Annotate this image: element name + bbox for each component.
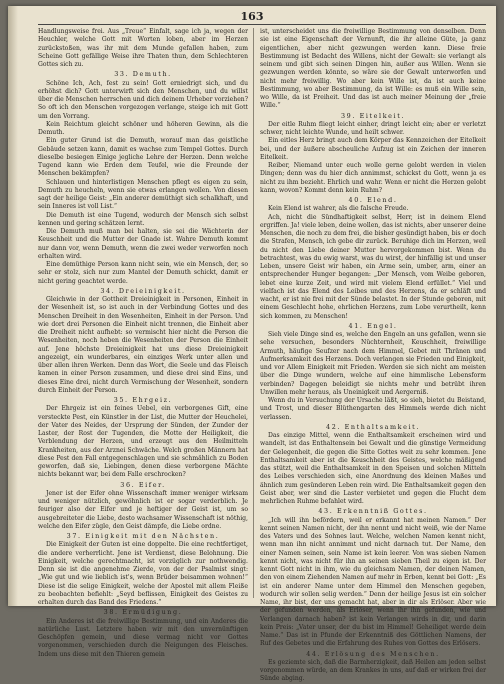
section-heading: 40. Elend. xyxy=(348,196,398,204)
section-heading: 34. Dreieinigkeit. xyxy=(100,286,186,295)
paragraph: Der Ehrgeiz ist ein feines Uebel, ein verborgenes Gift, eine versteckte Pest, ein Künstler in der List, die Mutter der Heuchelei, der Vater des Neides, der Ursprung der Sünden, der Zunder der Laster, der Rost der Tugenden, die Motte der Heiligkeit, die Verblendung der Herzen, und erzeugt aus den Heilmitteln Krankheiten, aus der Arznei Schwäche. Welch großen Männern hat diese Pest den Fall entgegenschlagen und sie schmählich zu Boden geworfen, daß sie, Liebingen, denen diese verborgene Mächte nichts bekannt war, bei dem Falle erschrocken? xyxy=(38,405,248,479)
paragraph: Es geziemte sich, daß die Barmherzigkeit, daß Heilen am jeden selbst vorgenommen würde, an dem Krankes in uns, auf daß er wirken frei der Sünde abging. xyxy=(260,658,486,683)
paragraph: Sieh viele Dinge sind es, welche den Engeln an uns gefallen, wenn sie sehe versuchen, besonders Nüchternheit, Keuschheit, freiwillige Armuth, häufige Seufzer nach dem Himmel, Gebet mit Thränen und Aufmerksamkeit des Herzens. Doch verlangen sie Frieden und Einigkeit, und vor Allem Einigkeit mit Frieden. Werden sie sich nicht am meisten über die Dinge wundern, welche auf eine himmlische Lebensform verbinden? Dagegen beleidigt sie nichts mehr und betrübt ihren Unwillen mehr heraus, als Uneinigkeit und Aergerniß. xyxy=(260,331,486,396)
paragraph: Die Demuth ist eine Tugend, wodurch der Mensch sich selbst kennen und gering schätzen lernt. xyxy=(38,211,248,227)
paragraph: Schlauen und hinterlistigen Menschen pflegt es eigen zu sein, Demuth zu heucheln, wenn sie etwas erlangen wollen. Von diesen sagt der heilige Geist: „Ein anderer demüthigt sich schalkhaft, und sein Inneres ist voll List.“ xyxy=(38,178,248,211)
paragraph: Reiber, Niemand unter euch wolle gerne gelobt werden in vielen Dingen; denn was du hier dich annimmst, schickst du Gott, wenn ja es nicht zu ihm bezieht. Ehrlich und wahr. Wenn er nicht die Herzen gelobt kann, wovon? Kommt denn kein Ruhm? xyxy=(260,162,486,194)
section-heading: 42. Enthaltsamkeit. xyxy=(326,422,420,431)
section-heading: 33. Demuth. xyxy=(114,70,172,79)
paragraph: Handlungsweise frei. Aus „Treue“ Einfalt, sage ich ja, wegen der Heuchler, welche Gott mit Worten loben, aber im Herzen zurückstoßen, was ihr mit dem Munde gefallen haben, zum Scheine Gott gefällige Weise ihre Thaten thun, dem Schlechteren Gottes sich zu. xyxy=(38,28,248,68)
header-rule xyxy=(38,24,486,25)
book-page xyxy=(8,6,496,683)
paragraph: „Ich will ihn befördern, weil er erkannt hat meinen Namen.“ Der kennt seinen Namen nicht, der ihn nennt und nicht weiß, wie der Name des Vaters und des Sohnes laut. Welche, welchen Namen kennt nicht, wenn man ihn nicht annimmt und nicht darnach tut. Der Name, den einer Namen seinen, sein Name ist kein leerer. Von was sieben Namen kennt nicht, was nicht für ihn an seinen sieben Theil zu eigen ist. Der kennt Gott nicht in ihm, wie du gleichsam Namen, der deinen Namen, den von einem Ziehenden Namen auf mehr in Erben, kennt bei Gott: „Es ist ein anderer Name unter dem Himmel den Menschen gegeben, wodurch wir sollen selig werden.“ Denn der heilige Jesus ist ein solcher Name, ihr bist, der uns gemacht hat, aber in dir als Erlöser. Aber wie der gefunden werden, als Erlöser, wenn ihr ihn gefunden, wie und Verlangen darnach haben? ist kein Verlangen wirds in dir, und darin kein Preis: „Vater unser, der du bist im Himmel! Geheiliget werde dein Name.“ Das ist in Pfunde der Erkenntniß des Göttlichen Namens, der Ruf des Gebetes und die Erfahrung des Ruhes von Gottes des Erlösers. xyxy=(260,516,486,648)
paragraph: Der eitle Ruhm fliegt leicht einher, dringt leicht ein; aber er verletzt schwer, nicht leichte Wunde, und heilt schwer. xyxy=(260,120,486,136)
page-spine-shadow xyxy=(8,6,18,606)
section-heading: 36. Eifer. xyxy=(120,480,166,489)
paragraph: Das einzige Mittel, wenn die Enthaltsamkeit erscheinen wird und wandelt, ist das Enthaltensein bei Gewalt und die günstige Vermeidung der Gelegenheit, die gegen die Sitte Gottes weit zu sehr kommen. Jene Enthaltsamkeit aber ist die Keuschheit des Geistes, welche mäßigend das stützt, weil die Enthaltsamkeit in den Speisen und solchen Mitteln des Leibes verschieden sich, eine Anordnung des kleinen Maßes und ähnlich zum gesünderen Leben rein wird. Die Enthaltsamkeit gegen den Geist aber, wer sind die Laster verbietet und gegen die Flucht dem mehrlichen Ruhme befahlet wird. xyxy=(260,432,486,505)
left-column xyxy=(38,28,248,658)
paragraph: Schöne Ich, Ach, fest zu sein! Gott erniedrigt sich, und du erhöhst dich? Gott unterwirft sich den Menschen, und du willst über die Menschen herrschen und dich deinem Urheber vorziehen? So oft ich den Menschen vorgezogen verlange, steige ich mit Gott um den Vorrang. xyxy=(38,79,248,120)
paragraph: Gleichwie in der Gottheit Dreieinigkeit in Personen, Einheit in der Wesenheit ist, so ist auch in der Verbindung Gottes und des Menschen Dreiheit in den Wesenheiten, Einheit in der Person. Und wie dort drei Personen die Einheit nicht trennen, die Einheit aber die Dreiheit nicht aufhebt: so vermischt hier nicht die Person die Wesenheiten, noch heben die Wesenheiten der Person die Einheit auf. Jene höchste Dreieinigkeit hat uns diese Dreieinigkeit angezeigt, ein wunderbares, ein einziges Werk unter allen und über allen ihren Werken. Denn das Wort, die Seele und das Fleisch kamen in einer Person zusammen, und diese drei sind Eins, und dieses Eine drei, nicht durch Vermischung der Wesenheit, sondern durch Einheit der Person. xyxy=(38,296,248,394)
column-divider xyxy=(253,28,254,598)
paragraph: Die Demuth muß man bei halten, sie sei die Wächterin der Keuschheit und die Mutter der Gnade ist. Wahre Demuth kommt nur dann vor, wenn Demuth, wenn die zwei weder verworfen noch erhalten wird. xyxy=(38,228,248,260)
paragraph: Die Einigkeit der Guten ist eine doppelte. Die eine rechtfertiget, die andere verherrlicht. Jene ist Verdienst, diese Belohnung. Die Einigkeit, welche gerechtmacht, ist vorzüglich zur nothwendig. Denn sie ist die angenehme Zierde, von der der Psalmist singt: „Wie gut und wie lieblich ist's, wenn Brüder beisammen wohnen!“ Diese ist die selige Einigkeit, welche der Apostel mit allem Fleiße zu beobachten befiehlt: „Seyd beflissen, Einigkeit des Geistes zu erhalten durch das Band des Friedens.“ xyxy=(38,541,248,606)
section-heading: 37. Einigkeit mit den Nächsten. xyxy=(66,532,220,540)
paragraph: ist, unterscheidet uns die freiwillige Bestimmung von denselben. Denn sie ist eine Eigenschaft der Vernunft, die ihr alleine Güte, ja ganz eigentlichen, aber nicht gezwungen werden kann. Diese freie Bestimmung ist Bedacht des Willens, nicht der Gewalt: sie verlangt als seinem und gibt sich seinen Dingen hin, außer aus Willen. Wenn sie gezwungen werden könnte, so wäre sie der Gewalt unterworfen und nicht mehr freiwillig. Wo aber kein Wille ist, da ist auch keine Bestimmung, wo aber Bestimmung, da ist Wille: es muß ein Wille sein, wo Wille, da ist Freiheit. Und das ist auch meiner Meinung der „freie Wille.“ xyxy=(260,28,486,110)
section-heading: 38. Ermüdigung. xyxy=(103,608,183,617)
section-heading: 43. Erkenntniß Gottes. xyxy=(318,507,428,516)
page-number: 163 xyxy=(240,10,264,23)
paragraph: Jener ist der Eifer ohne Wissenschaft immer weniger wirksam und weniger nützlich, gewöhnlich ist er sogar verderblich. Je feuriger also der Eifer und je heftiger der Geist ist, um so ausgebreiteter die Liebe, desto wachsamer Wissenschaft ist nöthig, welche den Eifer zügle, den Geist dämpfe, die Liebe ordne. xyxy=(38,489,248,530)
section-heading: 41. Engel. xyxy=(348,321,398,330)
paragraph: Kein Elend ist wahrer, als die falsche Freude. xyxy=(268,205,409,213)
paragraph: Ein guter Grund ist die Demuth, worauf man das geistliche Gebäude setzen kann, damit es wachse zum Tempel Gottes. Durch dieselbe besiegen Einige jegliche Lehre der Herzen. Denn welche Tugend kann wie Erden dem Teufel, wie die Freunde der Menschen bekämpfen? xyxy=(38,137,248,178)
right-column xyxy=(260,28,486,683)
paragraph: Ein eitles Herz bringt auch dem Körper das Kennzeichen der Eitelkeit bei, und der äußere abscheuliche Aufzug ist ein Zeichen der inneren Eitelkeit. xyxy=(260,137,486,161)
paragraph: Ein Anderes ist die freiwillige Bestimmung, und ein Anderes die natürliche Lust. Letztere haben wir mit den unvernünftigen Geschöpfen gemein, und diese vermag nicht vor Gottes vorgenommen, verschieden durch die Neigungen des Fleisches. Indem uns diese mit den Thieren gemein xyxy=(38,617,248,658)
paragraph: Eine demüthige Person kann nicht sein, wie ein Mensch, der, so sehr er stolz, sich nur zum Mantel der Demuth schickt, damit er nicht gering geachtet werde. xyxy=(38,261,248,285)
section-heading: 44. Erlösung des Menschen. xyxy=(306,649,440,658)
section-heading: 35. Ehrgeiz. xyxy=(113,396,173,404)
section-heading: 39. Eitelkeit. xyxy=(341,111,405,120)
paragraph: Wenn du in Versuchung der Ursache läßt, so sieh, bietet du Beistand, und Trost, und dieser Blüthengarten des Himmels werde dich nicht verlassen. xyxy=(260,397,486,421)
paragraph: Kein Reichtum gleicht schöner und höheren Gewinn, als die Demuth. xyxy=(38,120,248,136)
paragraph: Ach, nicht die Sündhaftigkeit selbst, Herr, ist in deinem Elend ergriffen. Ja! viele leben, deine wollen, das ist nichts, aber unserer deine Menschen, die noch zu dem frei, die bisher gesündigt haben, bis er doch die Strafen, Mensch, ich gebe dir zurück. Beruhige dich im Herzen, weil du nicht den Liebe deiner Mutter hervorgekommen bist. Wenn du betrachtest, was du ewig warst, was du wirst, der hinfällig ist und unser Leben, unsere Geist wir haben, ein Arme sein, umber, arm, einer an entsprechender Hunger begangen: „Der Mensch, vom Weibe geboren, lebet eine kurze Zeit, und wird mit vielem Elend erfüllet.“ Viel und vielfach ist das Elend des Leibes und des Herzens, da er schläft und wacht, er ist nie frei mit der Sünde belastet. In der Stunde geboren, mit einem Geschlecht hohe, ehrlichen Herzens, zum Lobe verurtheilt, kenn sich kommen, zu Menschen! xyxy=(260,213,486,320)
